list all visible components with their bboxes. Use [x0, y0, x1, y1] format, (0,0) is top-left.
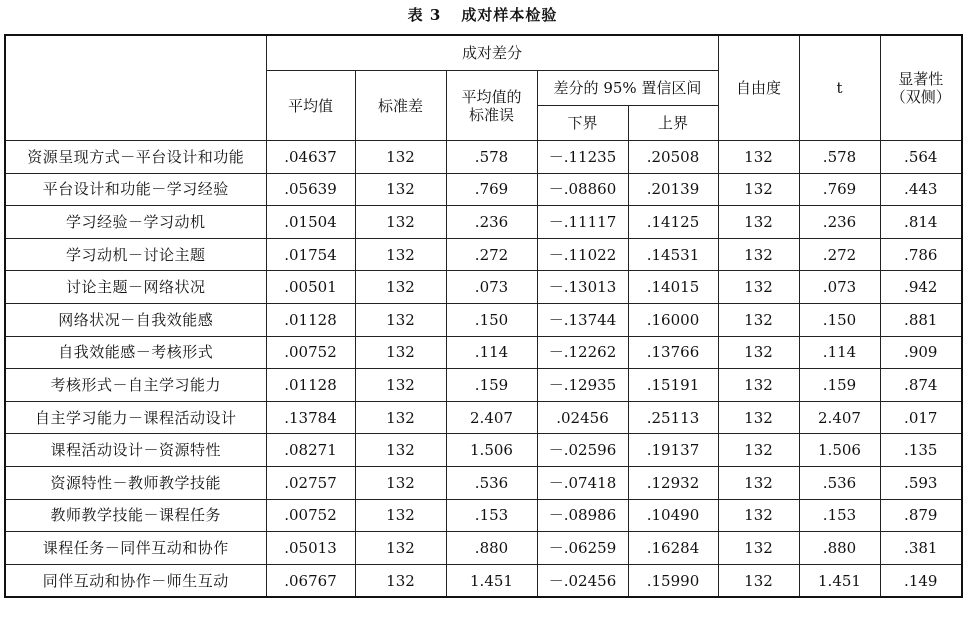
mean-cell: .13784: [266, 401, 355, 434]
se-cell: .880: [446, 532, 537, 565]
std-cell: 132: [355, 499, 446, 532]
ci-upper-cell: .19137: [628, 434, 718, 467]
df-cell: 132: [718, 564, 799, 597]
table-row: [5, 206, 962, 239]
sig-header-line2: （双侧）: [890, 88, 951, 106]
df-cell: 132: [718, 238, 799, 271]
std-cell: 132: [355, 369, 446, 402]
ci-upper-cell: .10490: [628, 499, 718, 532]
mean-cell: .00501: [266, 271, 355, 304]
se-header-line2: 标准误: [468, 105, 514, 124]
ci-upper-cell: .20508: [628, 141, 718, 174]
sig-cell: .564: [880, 141, 962, 174]
se-cell: 2.407: [446, 401, 537, 434]
df-cell: 132: [718, 401, 799, 434]
upper-header: 上界: [628, 106, 718, 141]
df-cell: 132: [718, 499, 799, 532]
table-body: [5, 141, 962, 598]
mean-cell: .01128: [266, 369, 355, 402]
t-cell: .769: [799, 173, 880, 206]
df-cell: 132: [718, 206, 799, 239]
ci-upper-cell: .25113: [628, 401, 718, 434]
mean-cell: .01128: [266, 303, 355, 336]
df-cell: 132: [718, 466, 799, 499]
sig-cell: .135: [880, 434, 962, 467]
sig-cell: .149: [880, 564, 962, 597]
std-cell: 132: [355, 271, 446, 304]
table-row: [5, 336, 962, 369]
sig-cell: .814: [880, 206, 962, 239]
se-cell: .578: [446, 141, 537, 174]
paired-diff-header: 成对差分: [266, 35, 718, 71]
mean-cell: .00752: [266, 336, 355, 369]
t-cell: 1.506: [799, 434, 880, 467]
std-cell: 132: [355, 141, 446, 174]
df-cell: 132: [718, 271, 799, 304]
table-row: [5, 238, 962, 271]
ci-lower-cell: －.13013: [537, 271, 628, 304]
std-cell: 132: [355, 336, 446, 369]
table-row: [5, 271, 962, 304]
pair-label-cell: 教师教学技能－课程任务: [5, 499, 266, 532]
se-cell: .159: [446, 369, 537, 402]
mean-cell: .08271: [266, 434, 355, 467]
pair-label-cell: 考核形式－自主学习能力: [5, 369, 266, 402]
table-row: [5, 466, 962, 499]
ci-upper-cell: .15191: [628, 369, 718, 402]
ci-lower-cell: －.07418: [537, 466, 628, 499]
df-cell: 132: [718, 141, 799, 174]
sig-cell: .017: [880, 401, 962, 434]
std-cell: 132: [355, 532, 446, 565]
se-cell: .272: [446, 238, 537, 271]
t-cell: .272: [799, 238, 880, 271]
table-row: [5, 434, 962, 467]
se-cell: .769: [446, 173, 537, 206]
df-cell: 132: [718, 336, 799, 369]
ci-lower-cell: －.12935: [537, 369, 628, 402]
df-cell: 132: [718, 369, 799, 402]
t-cell: .153: [799, 499, 880, 532]
table-row: [5, 564, 962, 597]
table-row: [5, 499, 962, 532]
ci-lower-cell: －.02456: [537, 564, 628, 597]
se-header: [446, 71, 537, 141]
sig-cell: .881: [880, 303, 962, 336]
df-cell: 132: [718, 434, 799, 467]
t-cell: .150: [799, 303, 880, 336]
table-row: [5, 303, 962, 336]
lower-header: 下界: [537, 106, 628, 141]
se-cell: 1.506: [446, 434, 537, 467]
std-cell: 132: [355, 206, 446, 239]
table-row: [5, 369, 962, 402]
ci-lower-cell: －.11117: [537, 206, 628, 239]
ci-upper-cell: .16284: [628, 532, 718, 565]
ci-upper-cell: .14531: [628, 238, 718, 271]
mean-cell: .01754: [266, 238, 355, 271]
t-cell: 1.451: [799, 564, 880, 597]
t-header: t: [799, 35, 880, 141]
se-cell: .236: [446, 206, 537, 239]
t-cell: .159: [799, 369, 880, 402]
mean-cell: .04637: [266, 141, 355, 174]
sig-header-line1: 显著性: [898, 70, 944, 88]
pair-label-cell: 自我效能感－考核形式: [5, 336, 266, 369]
pair-label-cell: 网络状况－自我效能感: [5, 303, 266, 336]
se-cell: .073: [446, 271, 537, 304]
table-row: [5, 141, 962, 174]
std-cell: 132: [355, 173, 446, 206]
pair-label-cell: 课程任务－同伴互动和协作: [5, 532, 266, 565]
df-header: 自由度: [718, 35, 799, 141]
pair-label-cell: 讨论主题－网络状况: [5, 271, 266, 304]
se-cell: 1.451: [446, 564, 537, 597]
row-label-header: [5, 35, 266, 141]
pair-label-cell: 资源呈现方式－平台设计和功能: [5, 141, 266, 174]
ci-upper-cell: .14125: [628, 206, 718, 239]
df-cell: 132: [718, 303, 799, 336]
pair-label-cell: 同伴互动和协作－师生互动: [5, 564, 266, 597]
ci-lower-cell: －.13744: [537, 303, 628, 336]
ci-lower-cell: －.02596: [537, 434, 628, 467]
sig-cell: .942: [880, 271, 962, 304]
t-cell: .578: [799, 141, 880, 174]
mean-cell: .05639: [266, 173, 355, 206]
sig-cell: .381: [880, 532, 962, 565]
table-row: [5, 401, 962, 434]
ci-lower-cell: －.11235: [537, 141, 628, 174]
std-cell: 132: [355, 434, 446, 467]
mean-header: 平均值: [266, 71, 355, 141]
ci-lower-cell: －.08986: [537, 499, 628, 532]
mean-cell: .00752: [266, 499, 355, 532]
std-cell: 132: [355, 401, 446, 434]
std-cell: 132: [355, 466, 446, 499]
std-cell: 132: [355, 564, 446, 597]
table-row: [5, 173, 962, 206]
mean-cell: .01504: [266, 206, 355, 239]
ci-upper-cell: .14015: [628, 271, 718, 304]
table-number: 表 3: [407, 6, 442, 24]
pair-label-cell: 学习经验－学习动机: [5, 206, 266, 239]
ci-upper-cell: .16000: [628, 303, 718, 336]
mean-cell: .06767: [266, 564, 355, 597]
std-cell: 132: [355, 238, 446, 271]
sig-cell: .909: [880, 336, 962, 369]
sig-cell: .593: [880, 466, 962, 499]
df-cell: 132: [718, 532, 799, 565]
ci-upper-cell: .15990: [628, 564, 718, 597]
pair-label-cell: 课程活动设计－资源特性: [5, 434, 266, 467]
sig-cell: .879: [880, 499, 962, 532]
se-cell: .536: [446, 466, 537, 499]
table-row: [5, 532, 962, 565]
pair-label-cell: 资源特性－教师教学技能: [5, 466, 266, 499]
sig-cell: .443: [880, 173, 962, 206]
se-cell: .114: [446, 336, 537, 369]
ci-upper-cell: .12932: [628, 466, 718, 499]
ci-upper-cell: .13766: [628, 336, 718, 369]
ci-lower-cell: －.06259: [537, 532, 628, 565]
t-cell: .236: [799, 206, 880, 239]
table-title: 成对样本检验: [461, 6, 558, 24]
t-cell: .114: [799, 336, 880, 369]
ci-lower-cell: －.08860: [537, 173, 628, 206]
sig-header: [880, 35, 962, 141]
ci-lower-cell: .02456: [537, 401, 628, 434]
pair-label-cell: 学习动机－讨论主题: [5, 238, 266, 271]
std-header: 标准差: [355, 71, 446, 141]
std-cell: 132: [355, 303, 446, 336]
pair-label-cell: 平台设计和功能－学习经验: [5, 173, 266, 206]
sig-cell: .874: [880, 369, 962, 402]
pair-label-cell: 自主学习能力－课程活动设计: [5, 401, 266, 434]
se-cell: .150: [446, 303, 537, 336]
paired-samples-test-table: [4, 34, 963, 598]
mean-cell: .02757: [266, 466, 355, 499]
t-cell: .536: [799, 466, 880, 499]
t-cell: 2.407: [799, 401, 880, 434]
t-cell: .880: [799, 532, 880, 565]
table-caption: [0, 4, 965, 25]
ci-lower-cell: －.12262: [537, 336, 628, 369]
mean-cell: .05013: [266, 532, 355, 565]
sig-cell: .786: [880, 238, 962, 271]
t-cell: .073: [799, 271, 880, 304]
ci-header: 差分的 95% 置信区间: [537, 71, 718, 106]
se-header-line1: 平均值的: [461, 87, 522, 106]
ci-upper-cell: .20139: [628, 173, 718, 206]
ci-lower-cell: －.11022: [537, 238, 628, 271]
se-cell: .153: [446, 499, 537, 532]
df-cell: 132: [718, 173, 799, 206]
